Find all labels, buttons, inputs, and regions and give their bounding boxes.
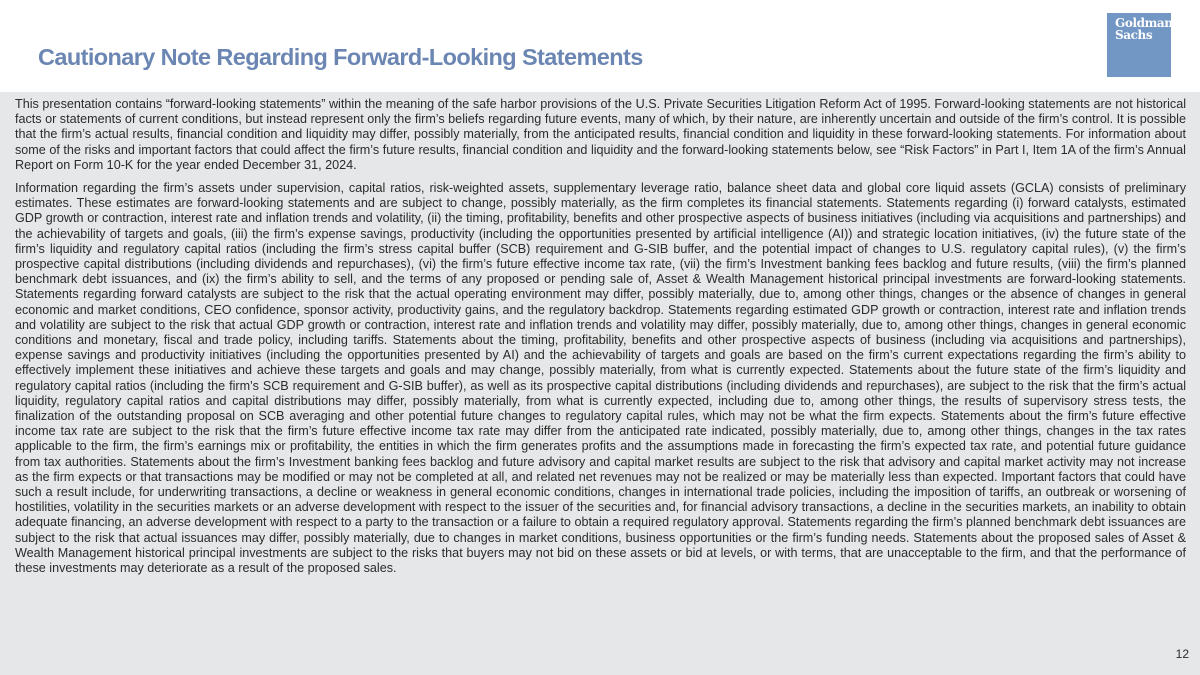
disclaimer-body xyxy=(15,97,1186,584)
goldman-sachs-logo xyxy=(1107,13,1171,77)
logo-text xyxy=(1115,17,1173,41)
page-title: Cautionary Note Regarding Forward-Looking Statements xyxy=(38,44,643,70)
slide-header xyxy=(0,0,1200,92)
logo-line-2: Sachs xyxy=(1115,28,1153,42)
paragraph: This presentation contains “forward-looking statements” within the meaning of the safe harbor provisions of the U.S. Private Securities Litigation Reform Act of 1995. Forward-looking statements are not historical facts or statements of current conditions, but instead represent only the firm’s beliefs regarding future events, many of which, by their nature, are inherently uncertain and outside of the firm’s control. It is possible that the firm’s actual results, financial condition and liquidity may differ, possibly materially, from the anticipated results, financial condition and liquidity in these forward-looking statements. For information about some of the risks and important factors that could affect the firm’s future results, financial condition and liquidity and the forward-looking statements below, see “Risk Factors” in Part I, Item 1A of the firm’s Annual Report on Form 10-K for the year ended December 31, 2024. xyxy=(15,97,1186,172)
logo-line-1: Goldman xyxy=(1115,16,1173,30)
page-number: 12 xyxy=(1175,647,1189,661)
paragraph: Information regarding the firm’s assets under supervision, capital ratios, risk-weighted assets, supplementary leverage ratio, balance sheet data and global core liquid assets (GCLA) consists of preliminary estimates. These estimates are forward-looking statements and are subject to change, possibly materially, as the firm completes its financial statements. Statements regarding (i) forward catalysts, estimated GDP growth or contraction, interest rate and inflation trends and volatility, (ii) the timing, profitability, benefits and other prospective aspects of business initiatives (including via acquisitions and partnerships) and the achievability of targets and goals, (iii) the firm’s expense savings, productivity (including the opportunities presented by artificial intelligence (AI)) and strategic location initiatives, (iv) the future state of the firm’s liquidity and regulatory capital ratios (including the firm’s stress capital buffer (SCB) requirement and G-SIB buffer, and the potential impact of changes to U.S. regulatory capital rules), (v) the firm’s prospective capital distributions (including dividends and repurchases), (vi) the firm’s future effective income tax rate, (vii) the firm’s Investment banking fees backlog and future results, (viii) the firm’s planned benchmark debt issuances, and (ix) the firm’s ability to sell, and the terms of any proposed or pending sale of, Asset & Wealth Management historical principal investments are forward-looking statements. Statements regarding forward catalysts are subject to the risk that the actual operating environment may differ, possibly materially, due to, among other things, changes or the absence of changes in general economic and market conditions, CEO confidence, sponsor activity, productivity gains, and the regulatory backdrop. Statements regarding estimated GDP growth or contraction, interest rate and inflation trends and volatility are subject to the risk that actual GDP growth or contraction, interest rate and inflation trends and volatility may differ, possibly materially, due to, among other things, changes in general economic conditions and monetary, fiscal and trade policy, including tariffs. Statements about the timing, profitability, benefits and other prospective aspects of business (including via acquisitions and partnerships), expense savings and productivity initiatives (including the opportunities presented by AI) and the achievability of targets and goals are based on the firm’s current expectations regarding the firm’s ability to effectively implement these initiatives and achieve these targets and goals and may change, possibly materially, from what is currently expected. Statements about the future state of the firm’s liquidity and regulatory capital ratios (including the firm’s SCB requirement and G-SIB buffer), as well as its prospective capital distributions (including dividends and repurchases), are subject to the risk that the firm’s actual liquidity, regulatory capital ratios and capital distributions may differ, possibly materially, from what is currently expected, including due to, among other things, the results of supervisory stress tests, the finalization of the outstanding proposal on SCB averaging and other potential future changes to regulatory capital rules, which may not be what the firm expects. Statements about the firm’s future effective income tax rate are subject to the risk that the firm’s future effective income tax rate may differ from the anticipated rate indicated, possibly materially, due to, among other things, changes in the tax rates applicable to the firm, the firm’s earnings mix or profitability, the entities in which the firm generates profits and the assumptions made in forecasting the firm’s expected tax rate, and potential future guidance from tax authorities. Statements about the firm’s Investment banking fees backlog and future advisory and capital market results are subject to the risk that advisory and capital market activity may not increase as the firm expects or that transactions may be modified or may not be completed at all, and related net revenues may not be realized or may be materially less than expected. Important factors that could have such a result include, for underwriting transactions, a decline or weakness in general economic conditions, changes in international trade policies, including the imposition of tariffs, an outbreak or worsening of hostilities, volatility in the securities markets or an adverse development with respect to the issuer of the securities and, for financial advisory transactions, a decline in the securities markets, an inability to obtain adequate financing, an adverse development with respect to a party to the transaction or a failure to obtain a required regulatory approval. Statements regarding the firm’s planned benchmark debt issuances are subject to the risk that actual issuances may differ, possibly materially, due to changes in market conditions, business opportunities or the firm’s funding needs. Statements about the proposed sales of Asset & Wealth Management historical principal investments are subject to the risks that buyers may not bid on these assets or bid at levels, or with terms, that are unacceptable to the firm, and that the performance of these investments may deteriorate as a result of the proposed sales. xyxy=(15,181,1186,576)
